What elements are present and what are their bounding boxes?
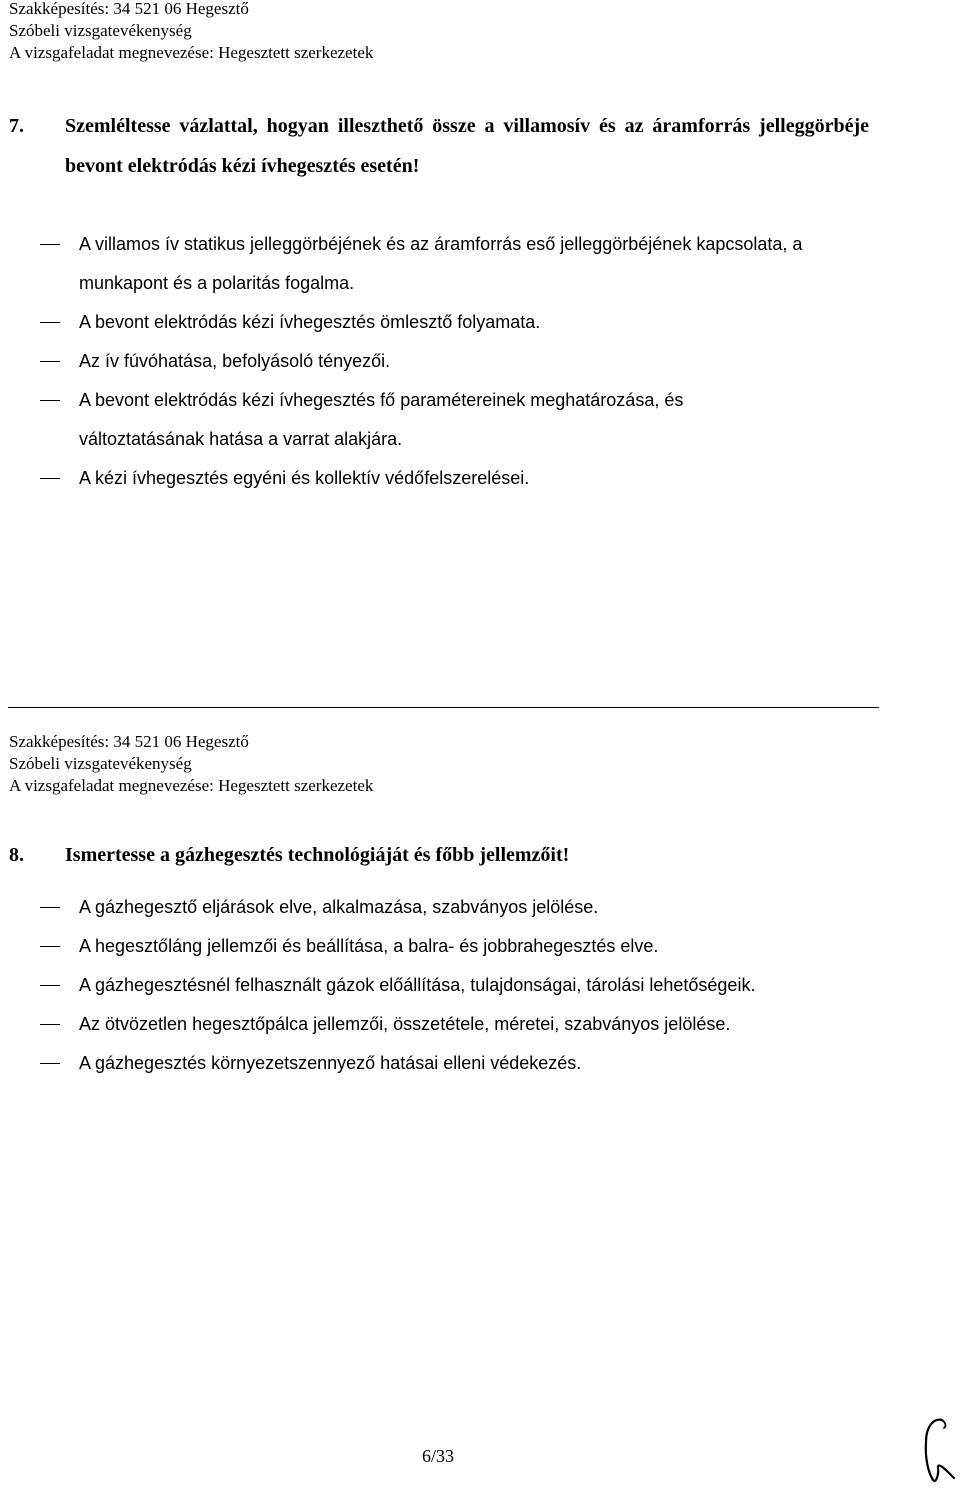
- header-task-name: A vizsgafeladat megnevezése: Hegesztett szerkezetek: [9, 776, 374, 795]
- list-item: A bevont elektródás kézi ívhegesztés ömlesztő folyamata.: [0, 303, 900, 342]
- handwritten-signature-icon: [920, 1414, 956, 1491]
- question-text: Ismertesse a gázhegesztés technológiáját és főbb jellemzőit!: [65, 844, 570, 866]
- question-7-list: [0, 225, 900, 498]
- list-item: A gázhegesztés környezetszennyező hatásai elleni védekezés.: [0, 1044, 900, 1083]
- list-item: Az ötvözetlen hegesztőpálca jellemzői, összetétele, méretei, szabványos jelölése.: [0, 1005, 900, 1044]
- page-number: 6/33: [422, 1446, 455, 1466]
- question-text: Szemléltesse vázlattal, hogyan illeszthető össze a villamosív és az áramforrás jelleggörbéje bevont elektródás kézi ívhegesztés esetén!: [65, 115, 869, 177]
- header-task-name: A vizsgafeladat megnevezése: Hegesztett szerkezetek: [9, 43, 374, 62]
- list-item: A gázhegesztő eljárások elve, alkalmazása, szabványos jelölése.: [0, 888, 900, 927]
- dash-bullet-icon: [40, 1063, 60, 1064]
- dash-bullet-icon: [40, 907, 60, 908]
- question-number: 8.: [9, 844, 24, 866]
- dash-bullet-icon: [40, 400, 60, 401]
- dash-bullet-icon: [40, 361, 60, 362]
- page-header-second: [9, 731, 373, 797]
- dash-bullet-icon: [40, 322, 60, 323]
- question-7-title: [9, 106, 869, 186]
- dash-bullet-icon: [40, 985, 60, 986]
- list-item: A kézi ívhegesztés egyéni és kollektív védőfelszerelései.: [0, 459, 900, 498]
- page-divider: [8, 707, 879, 708]
- header-qualification: Szakképesítés: 34 521 06 Hegesztő: [9, 732, 249, 751]
- dash-bullet-icon: [40, 946, 60, 947]
- dash-bullet-icon: [40, 1024, 60, 1025]
- header-activity: Szóbeli vizsgatevékenység: [9, 21, 192, 40]
- question-number: 7.: [9, 115, 24, 137]
- question-8-list: [0, 888, 900, 1083]
- page-header-top: [9, 0, 373, 64]
- list-item: A hegesztőláng jellemzői és beállítása, a balra- és jobbrahegesztés elve.: [0, 927, 900, 966]
- dash-bullet-icon: [40, 244, 60, 245]
- question-8-title: [9, 835, 869, 875]
- header-activity: Szóbeli vizsgatevékenység: [9, 754, 192, 773]
- header-qualification: Szakképesítés: 34 521 06 Hegesztő: [9, 0, 249, 18]
- list-item: A gázhegesztésnél felhasznált gázok előállítása, tulajdonságai, tárolási lehetőségeik.: [0, 966, 900, 1005]
- dash-bullet-icon: [40, 478, 60, 479]
- list-item: Az ív fúvóhatása, befolyásoló tényezői.: [0, 342, 900, 381]
- list-item: A bevont elektródás kézi ívhegesztés fő paramétereinek meghatározása, és változtatásának hatása a varrat alakjára.: [0, 381, 799, 459]
- list-item: A villamos ív statikus jelleggörbéjének és az áramforrás eső jelleggörbéjének kapcsolata, a munkapont és a polaritás fogalma.: [0, 225, 809, 303]
